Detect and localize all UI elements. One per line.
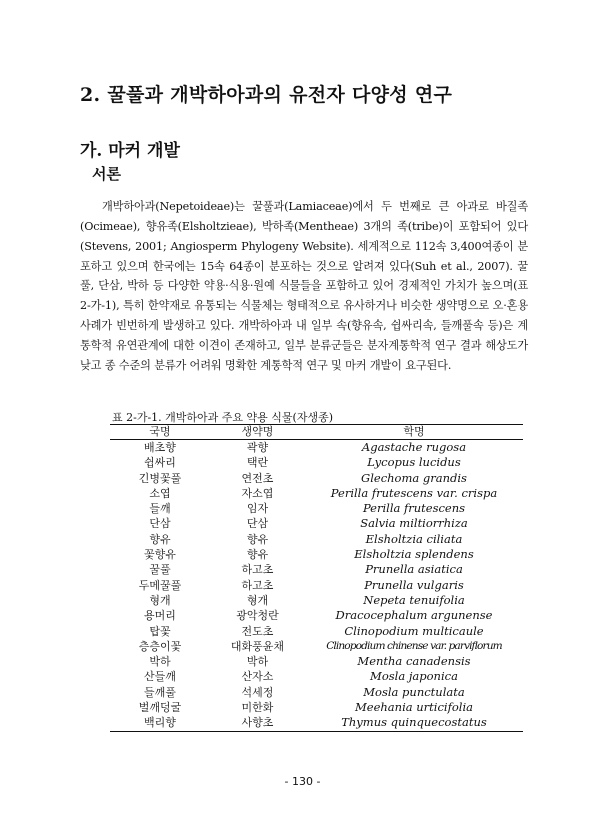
- herbal-name-cell: 사향초: [241, 716, 274, 730]
- herbal-name-cell: 향유: [246, 548, 269, 562]
- scientific-name-cell: Elsholtzia splendens: [354, 547, 474, 562]
- korean-name-cell: 소엽: [149, 486, 171, 500]
- table-row: [110, 471, 523, 486]
- table-row: [110, 532, 523, 547]
- korean-name-cell: 백리향: [144, 716, 176, 730]
- sub-title: 가. 마커 개발: [80, 141, 180, 161]
- table-row: [110, 455, 523, 470]
- herbal-name-cell: 단삼: [246, 517, 269, 531]
- herbal-name-cell: 대화풍윤채: [230, 639, 285, 653]
- table-row: [110, 639, 523, 654]
- table-row: [110, 608, 523, 623]
- herbal-name-cell: 하고초: [241, 563, 274, 577]
- table-row: [110, 547, 523, 562]
- herbal-name-cell: 자소엽: [241, 486, 274, 500]
- herbal-name-cell: 향유: [246, 532, 269, 546]
- header-scientific-name: 학명: [403, 425, 425, 438]
- scientific-name-cell: Glechoma grandis: [361, 470, 467, 485]
- korean-name-cell: 배초향: [144, 441, 176, 454]
- table-row: [110, 624, 523, 639]
- herbal-name-cell: 석세정: [241, 685, 274, 699]
- section-title: 2. 꿀풀과 개박하아과의 유전자 다양성 연구: [80, 84, 453, 106]
- table-row: [110, 562, 523, 577]
- scientific-name-cell: Mosla japonica: [370, 669, 458, 684]
- intro-heading: 서론: [92, 165, 121, 183]
- table-row: [110, 578, 523, 593]
- table-header-row: [110, 425, 523, 440]
- herbal-name-cell: 하고초: [241, 578, 274, 592]
- korean-name-cell: 꿀풀: [149, 563, 171, 577]
- scientific-name-cell: Salvia miltiorrhiza: [360, 516, 468, 531]
- table-row: [110, 516, 523, 531]
- page-number: - 130 -: [284, 775, 321, 788]
- header-herbal-name: 생약명: [241, 425, 274, 438]
- medicinal-plant-table: [110, 424, 523, 732]
- table-row: [110, 486, 523, 501]
- intro-paragraph: 개박하아과(Nepetoideae)는 꿀풀과(Lamiaceae)에서 두 번째로 큰 아과로 바질족(Ocimeae), 향유족(Elsholtzieae), 박하족(Mentheae) 3개의 족(tribe)이 포함되어 있다(Stevens, 2001; Angiosperm Phylogeny Website). 세계적으로 112속 3,400여종이 분포하고 있으며 한국에는 15속 64종이 분포하는 것으로 알려져 있다(Suh et al., 2007). 꿀풀, 단삼, 박하 등 다양한 약용·식용·원예 식물들을 포함하고 있어 경제적인 가치가 높으며(표 2-가-1), 특히 한약재로 유통되는 식물체는 형태적으로 유사하거나 비슷한 생약명으로 오·혼용 사례가 빈번하게 발생하고 있다. 개박하아과 내 일부 속(향유속, 쉽싸리속, 들깨풀속 등)은 계통학적 유연관계에 대한 이견이 존재하고, 일부 분류군들은 분자계통학적 연구 결과 해상도가 낮고 종 수준의 분류가 어려워 명확한 계통학적 연구 및 마커 개발이 요구된다.: [80, 200, 528, 372]
- herbal-name-cell: 광악청란: [236, 609, 279, 623]
- korean-name-cell: 들깨풀: [144, 685, 176, 699]
- herbal-name-cell: 곽향: [246, 441, 269, 454]
- scientific-name-cell: Prunella vulgaris: [364, 577, 464, 592]
- herbal-name-cell: 산자소: [241, 670, 274, 684]
- table-row: [110, 654, 523, 669]
- korean-name-cell: 꽃향유: [144, 548, 176, 562]
- table-row: [110, 700, 523, 715]
- korean-name-cell: 두메꿀풀: [138, 578, 182, 592]
- scientific-name-cell: Mosla punctulata: [363, 684, 465, 699]
- scientific-name-cell: Mentha canadensis: [357, 654, 471, 669]
- korean-name-cell: 형개: [149, 593, 171, 607]
- korean-name-cell: 층층이꽃: [138, 639, 182, 653]
- table-caption: 표 2-가-1. 개박하아과 주요 약용 식물(자생종): [112, 411, 334, 424]
- scientific-name-cell: Lycopus lucidus: [367, 455, 461, 470]
- herbal-name-cell: 전도초: [241, 624, 274, 638]
- scientific-name-cell: Agastache rugosa: [361, 440, 467, 454]
- table-row: [110, 685, 523, 700]
- herbal-name-cell: 택란: [246, 456, 269, 470]
- korean-name-cell: 벌깨덩굴: [138, 701, 182, 715]
- korean-name-cell: 쉽싸리: [144, 456, 176, 470]
- table-row: [110, 501, 523, 516]
- korean-name-cell: 박하: [149, 655, 171, 669]
- herbal-name-cell: 박하: [246, 655, 269, 669]
- scientific-name-cell: Prunella asiatica: [365, 562, 463, 577]
- scientific-name-cell: Thymus quinquecostatus: [341, 715, 487, 730]
- scientific-name-cell: Clinopodium multicaule: [344, 623, 484, 638]
- korean-name-cell: 용머리: [144, 609, 176, 623]
- scientific-name-cell: Dracocephalum argunense: [335, 608, 493, 623]
- table-row: [110, 593, 523, 608]
- herbal-name-cell: 임자: [246, 502, 269, 516]
- korean-name-cell: 탑꽃: [149, 624, 171, 638]
- korean-name-cell: 들깨: [149, 502, 171, 516]
- scientific-name-cell: Perilla frutescens var. crispa: [330, 485, 498, 500]
- scientific-name-cell: Perilla frutescens: [362, 501, 466, 516]
- scientific-name-cell: Nepeta tenuifolia: [363, 592, 465, 607]
- scientific-name-cell: Clinopodium chinense var. parviflorum: [326, 639, 502, 652]
- herbal-name-cell: 미한화: [241, 701, 274, 715]
- korean-name-cell: 긴병꽃풀: [138, 471, 182, 485]
- herbal-name-cell: 형개: [246, 593, 269, 607]
- table-row: [110, 440, 523, 456]
- scientific-name-cell: Elsholtzia ciliata: [365, 531, 463, 546]
- table-row: [110, 715, 523, 731]
- korean-name-cell: 산들깨: [144, 670, 176, 684]
- header-korean-name: 국명: [149, 425, 171, 438]
- korean-name-cell: 향유: [149, 532, 171, 546]
- korean-name-cell: 단삼: [149, 517, 171, 531]
- scientific-name-cell: Meehania urticifolia: [355, 700, 473, 715]
- herbal-name-cell: 연전초: [241, 471, 274, 485]
- table-row: [110, 669, 523, 684]
